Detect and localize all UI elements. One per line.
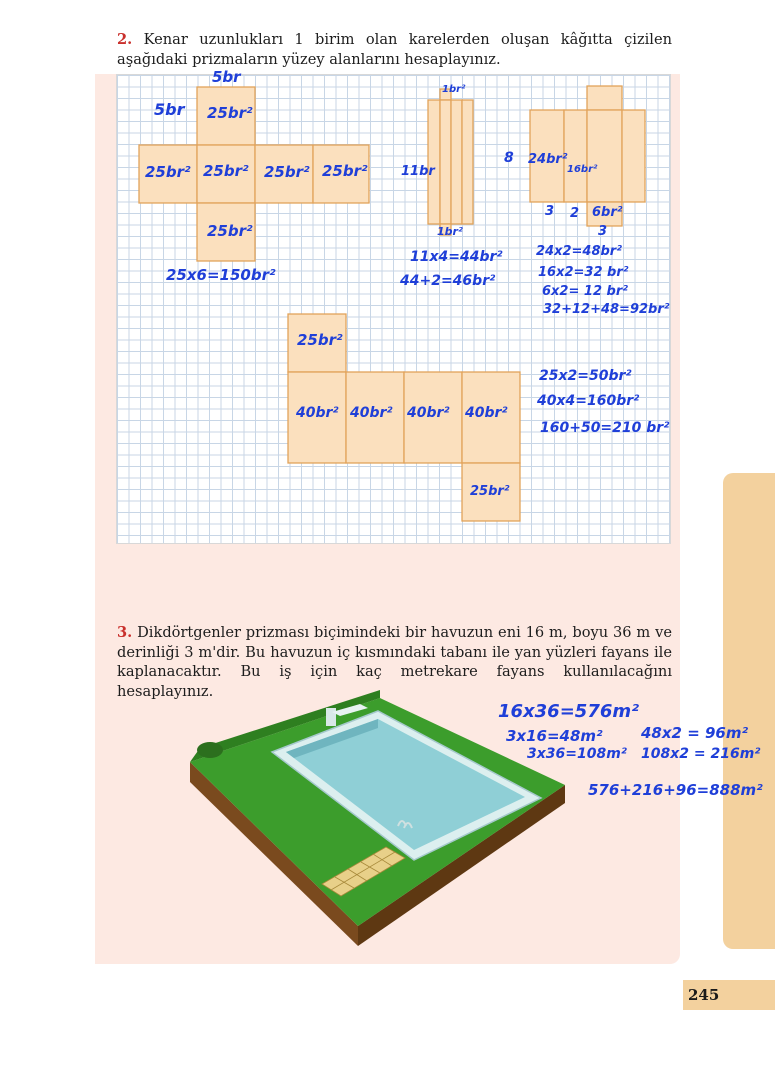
prism3-height-label: 8	[504, 150, 514, 166]
cube-face-label-4: 25br²	[322, 162, 368, 180]
prism3-calc-1: 24x2=48br²	[536, 244, 622, 259]
cube-face-label-top: 25br²	[207, 104, 253, 122]
tall-prism-bottom-label: 1br²	[437, 225, 463, 238]
pool-calc-line-1: 16x36=576m²	[498, 701, 640, 722]
problem-2-text: Kenar uzunlukları 1 birim olan karelerden oluşan kâğıtta çizilen aşağıdaki prizmaların yüzey alanlarını hesaplayınız.	[117, 31, 672, 68]
tall-prism-top-label: 1br²	[442, 84, 466, 95]
prism3-calc-3: 6x2= 12 br²	[542, 284, 628, 299]
diving-post	[326, 708, 336, 726]
square-prism-side-label-4: 40br²	[465, 405, 508, 421]
cube-top-edge-label: 5br	[212, 68, 241, 86]
bush	[197, 742, 223, 758]
square-prism-calc-1: 25x2=50br²	[539, 368, 632, 384]
prism3-dim-c: 3	[598, 224, 608, 239]
square-prism-side-label-1: 40br²	[296, 405, 339, 421]
problem-2-number: 2.	[117, 31, 133, 48]
problem-3-text: Dikdörtgenler prizması biçimindeki bir havuzun eni 16 m, boyu 36 m ve derinliği 3 m'dir. Bu havuzun iç kısmındaki tabanı ile yan yüzleri fayans ile kaplanacaktır. Bu iş için kaç metrekare fayans kullanılacağını hesaplayınız.	[117, 624, 672, 700]
pool-calc-line-2b: 48x2 = 96m²	[641, 724, 749, 742]
problem-3-number: 3.	[117, 624, 133, 641]
cube-face-label-1: 25br²	[145, 163, 191, 181]
prism3-face-big-label: 24br²	[528, 152, 568, 167]
cube-face-label-bottom: 25br²	[207, 222, 253, 240]
prism3-calc-4: 32+12+48=92br²	[543, 302, 670, 317]
square-prism-top-label: 25br²	[297, 331, 343, 349]
pool-calc-line-4: 576+216+96=888m²	[588, 781, 763, 799]
prism3-dim-b: 2	[570, 206, 580, 221]
cube-face-label-2: 25br²	[203, 162, 249, 180]
square-prism-calc-3: 160+50=210 br²	[540, 420, 670, 436]
prism3-face-side-label: 6br²	[592, 205, 623, 220]
prism3-calc-2: 16x2=32 br²	[538, 265, 629, 280]
tall-prism-calc-2: 44+2=46br²	[400, 273, 496, 289]
cube-side-edge-label: 5br	[154, 100, 185, 119]
prism3-dim-a: 3	[545, 204, 555, 219]
prism3-face-small-label: 16br²	[567, 164, 598, 175]
square-prism-side-label-2: 40br²	[350, 405, 393, 421]
pool-calc-line-3a: 3x36=108m²	[527, 746, 627, 762]
page-number: 245	[688, 986, 720, 1004]
square-prism-bottom-label: 25br²	[470, 484, 510, 499]
pool-calc-line-2a: 3x16=48m²	[506, 727, 603, 745]
square-prism-side-label-3: 40br²	[407, 405, 450, 421]
tall-prism-calc-1: 11x4=44br²	[410, 249, 503, 265]
tall-prism-height-label: 11br	[401, 164, 435, 179]
square-prism-calc-2: 40x4=160br²	[537, 393, 640, 409]
cube-calc: 25x6=150br²	[166, 266, 276, 284]
cube-face-label-3: 25br²	[264, 163, 310, 181]
pool-calc-line-3b: 108x2 = 216m²	[641, 746, 761, 762]
